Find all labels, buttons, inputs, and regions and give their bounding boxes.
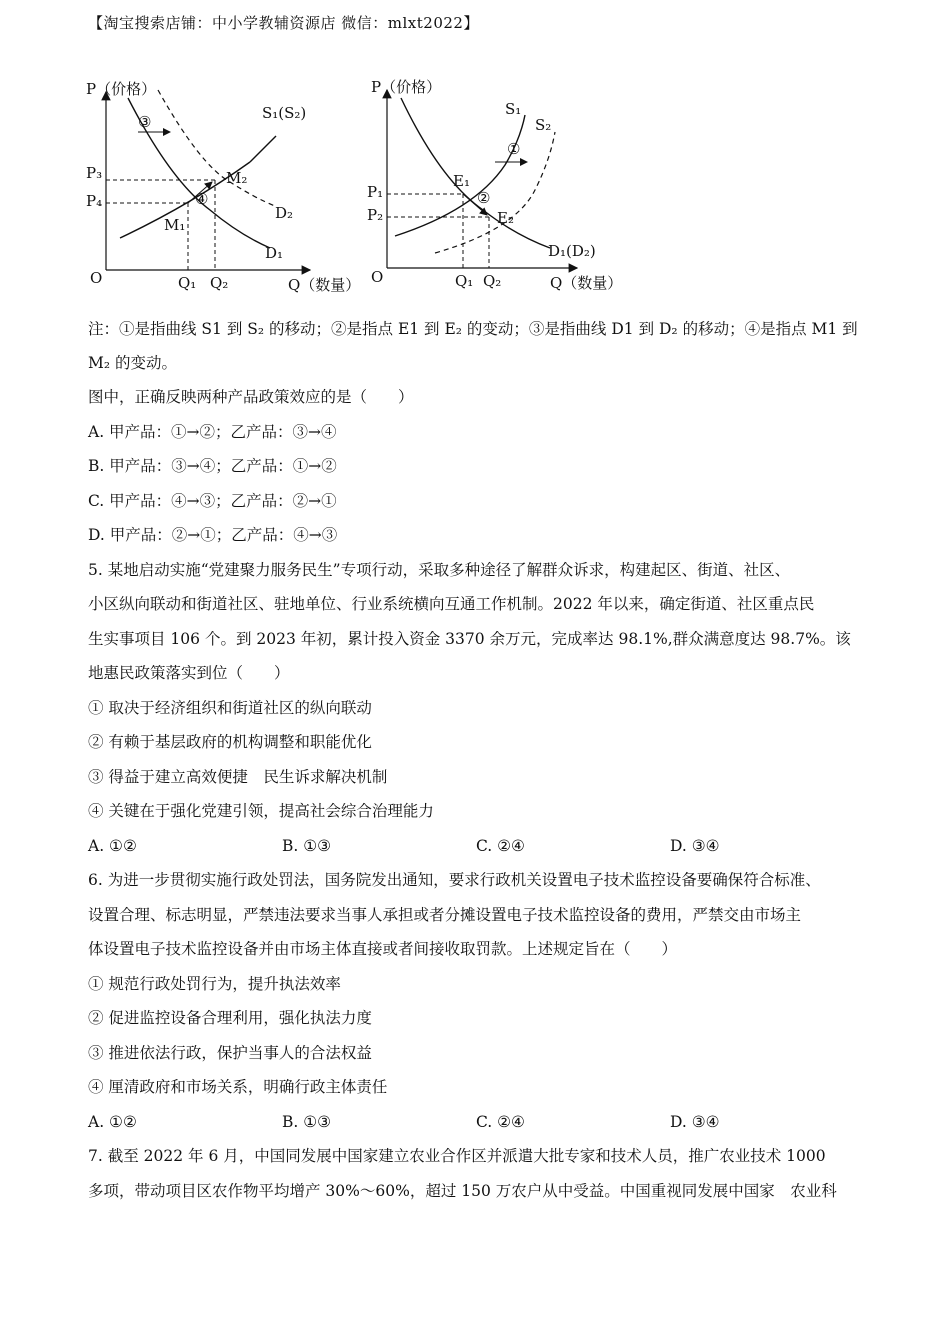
q5-line-1: 5. 某地启动实施“党建聚力服务民生”专项行动，采取多种途径了解群众诉求，构建起区、街道、社区、 [88, 560, 791, 579]
q5-item-2: ② 有赖于基层政府的机构调整和职能优化 [88, 733, 372, 751]
question-content [88, 312, 878, 1208]
q6-choices [88, 1105, 878, 1140]
left-m2-label: M₂ [226, 169, 248, 187]
q5-line-4: 地惠民政策落实到位（ ） [88, 664, 290, 682]
q6-line-3: 体设置电子技术监控设备并由市场主体直接或者间接收取罚款。上述规定旨在（ ） [88, 940, 678, 958]
left-supply-demand-diagram [80, 70, 370, 300]
left-x-label: Q（数量） [288, 276, 361, 294]
q6-item-4: ④ 厘清政府和市场关系，明确行政主体责任 [88, 1078, 388, 1096]
right-marker-1: ① [507, 140, 521, 158]
q6-item-3: ③ 推进依法行政，保护当事人的合法权益 [88, 1043, 372, 1062]
q4-option-a: A. 甲产品：①→②；乙产品：③→④ [88, 422, 337, 441]
left-d2-label: D₂ [275, 204, 294, 222]
right-supply-demand-diagram [365, 70, 645, 300]
q5-line-2: 小区纵向联动和街道社区、驻地单位、行业系统横向互通工作机制。2022 年以来，确定街道、社区重点民 [88, 595, 815, 613]
q4-option-c: C. 甲产品：④→③；乙产品：②→① [88, 491, 337, 510]
source-header: 【淘宝搜索店铺：中小学教辅资源店 微信：mlxt2022】 [88, 14, 479, 32]
q5-choice-a: A. ①② [88, 836, 137, 855]
q5-choice-b: B. ①③ [282, 836, 332, 855]
q4-option-b: B. 甲产品：③→④；乙产品：①→② [88, 457, 337, 475]
q5-item-4: ④ 关键在于强化党建引领，提高社会综合治理能力 [88, 802, 434, 820]
supply-demand-figures [80, 70, 640, 310]
right-s1-label: S₁ [505, 100, 522, 118]
left-p4-label: P₄ [86, 192, 103, 210]
left-supply-label: S₁(S₂) [262, 104, 307, 122]
right-demand-label: D₁(D₂) [548, 242, 596, 260]
q5-choice-d: D. ③④ [670, 836, 720, 855]
figure-note-line2: M₂ 的变动。 [88, 354, 178, 372]
q5-choices [88, 829, 878, 864]
right-x-label: Q（数量） [550, 274, 623, 292]
right-q2-label: Q₂ [483, 272, 502, 290]
left-q2-label: Q₂ [210, 274, 229, 292]
q7-line-1: 7. 截至 2022 年 6 月，中国同发展中国家建立农业合作区并派遣大批专家和技术人员，推广农业技术 1000 [88, 1147, 826, 1165]
right-s2-label: S₂ [535, 116, 552, 134]
q7-line-2: 多项，带动项目区农作物平均增产 30%～60%，超过 150 万农户从中受益。中国重视同发展中国家 农业科 [88, 1181, 837, 1200]
q4-option-d: D. 甲产品：②→①；乙产品：④→③ [88, 526, 338, 544]
left-m1-label: M₁ [164, 216, 186, 234]
right-marker-2: ② [477, 189, 491, 207]
right-q1-label: Q₁ [455, 272, 474, 290]
q6-choice-a: A. ①② [88, 1112, 137, 1131]
left-d2-curve [158, 90, 275, 206]
q5-item-1: ① 取决于经济组织和街道社区的纵向联动 [88, 698, 372, 717]
q6-choice-b: B. ①③ [282, 1112, 332, 1131]
q4-stem: 图中，正确反映两种产品政策效应的是（ ） [88, 388, 414, 406]
q6-item-1: ① 规范行政处罚行为，提升执法效率 [88, 974, 341, 993]
q5-line-3: 生实事项目 106 个。到 2023 年初，累计投入资金 3370 余万元，完成率达 98.1%,群众满意度达 98.7%。该 [88, 629, 851, 648]
left-marker-3: ③ [138, 113, 152, 131]
left-q1-label: Q₁ [178, 274, 197, 292]
q5-item-3: ③ 得益于建立高效便捷 民生诉求解决机制 [88, 767, 388, 786]
right-y-label: P（价格） [371, 78, 442, 96]
q6-line-1: 6. 为进一步贯彻实施行政处罚法，国务院发出通知，要求行政机关设置电子技术监控设备要确保符合标准、 [88, 871, 821, 889]
right-s2-curve [435, 132, 555, 253]
left-d1-label: D₁ [265, 244, 284, 262]
q6-line-2: 设置合理、标志明显，严禁违法要求当事人承担或者分摊设置电子技术监控设备的费用，严禁交由市场主 [88, 905, 802, 924]
left-origin: O [90, 269, 103, 287]
q6-choice-d: D. ③④ [670, 1112, 720, 1131]
left-p3-label: P₃ [86, 164, 103, 182]
right-p2-label: P₂ [367, 206, 384, 224]
q6-choice-c: C. ②④ [476, 1112, 525, 1131]
q6-item-2: ② 促进监控设备合理利用，强化执法力度 [88, 1009, 372, 1027]
right-origin: O [371, 268, 384, 286]
left-y-label: P（价格） [86, 80, 157, 98]
right-e1-label: E₁ [453, 172, 470, 190]
q5-choice-c: C. ②④ [476, 836, 525, 855]
right-p1-label: P₁ [367, 183, 384, 201]
left-marker-4: ④ [195, 190, 209, 208]
right-e2-label: E₂ [497, 209, 514, 227]
figure-note-line1: 注：①是指曲线 S1 到 S₂ 的移动；②是指点 E1 到 E₂ 的变动；③是指曲线 D1 到 D₂ 的移动；④是指点 M1 到 [88, 320, 858, 338]
